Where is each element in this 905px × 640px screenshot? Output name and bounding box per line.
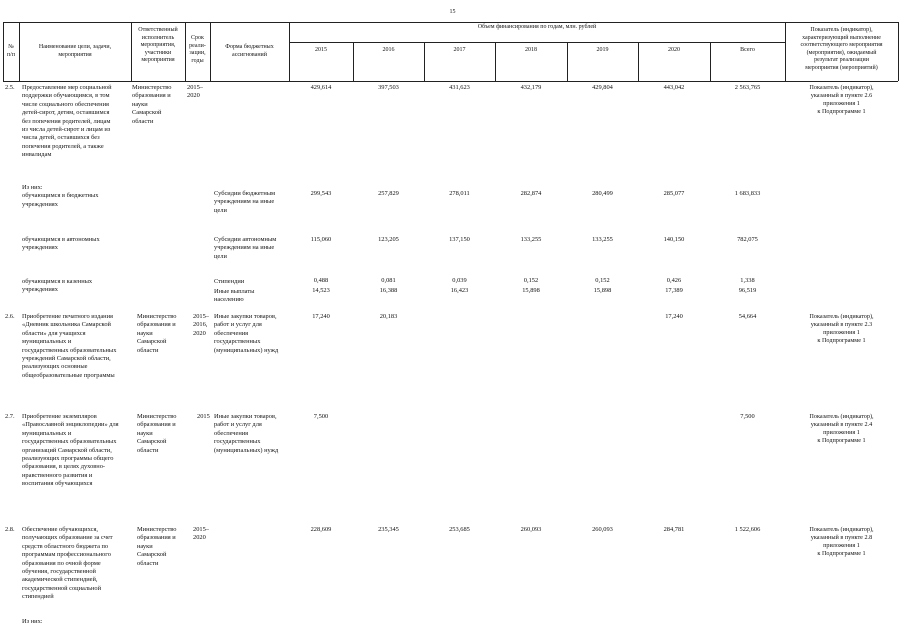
row-2-5-kaz-stipend-2019: 0,152 <box>595 277 610 284</box>
header-year-2019: 2019 <box>596 47 609 53</box>
header-year-2018: 2018 <box>525 47 537 53</box>
row-2-8-name: Обеспечение обучающихся, получающих образование за счет средств областного бюджета по программам профессионального образования по очной форме обучения, государственной академической стипендией, государственной социальной стипендией <box>22 526 113 601</box>
row-2-5-kaz-label: обучающимся в казенных учреждениях <box>22 278 93 294</box>
header-num: № п/п <box>6 44 16 58</box>
page-number: 15 <box>449 9 456 15</box>
row-2-5-val-2020: 443,042 <box>663 84 685 91</box>
header-year-2020: 2020 <box>668 47 680 53</box>
row-2-5-kaz-stipend-2017: 0,039 <box>452 277 467 284</box>
row-2-5-auto-2016: 123,205 <box>378 236 399 243</box>
row-2-5-kaz-stipend-total: 1,338 <box>740 277 755 284</box>
header-financing: Объем финансирования по годам, млн. рублей <box>477 24 597 30</box>
row-2-5-auto-total: 782,075 <box>737 236 758 243</box>
row-2-5-auto-2017: 137,150 <box>449 236 470 243</box>
header-year-2015: 2015 <box>315 47 327 53</box>
row-2-6-indicator: Показатель (индикатор), указанный в пункте 2.3 приложения 1 к Подпрограмме 1 <box>809 313 874 344</box>
header-indicator: Показатель (индикатор), характеризующий выполнение соответствующего мероприятия (мероприятия), ожидаемый результат реализации мероприятия (мероприятий) <box>800 27 883 71</box>
row-2-7-form: Иные закупки товаров, работ и услуг для обеспечения государственных (муниципальных) нужд <box>214 413 279 454</box>
row-2-5-kaz-other-total: 96,519 <box>738 287 757 295</box>
row-2-5-kaz-other-2016: 16,388 <box>379 287 398 295</box>
row-2-5-budget-2017: 278,011 <box>449 190 470 197</box>
row-2-8-val-2016: 235,345 <box>378 526 399 533</box>
header-form: Форма бюджетных ассигнований <box>225 44 274 58</box>
row-2-5-auto-2019: 133,255 <box>592 236 613 243</box>
header-year-2017: 2017 <box>453 47 466 53</box>
row-2-5-kaz-other-2019: 15,898 <box>593 287 612 295</box>
header-term: Срок реали- зации, годы <box>189 35 206 64</box>
row-2-5-kaz-other-2018: 15,898 <box>522 287 540 295</box>
table-top-border <box>3 22 898 23</box>
row-2-5-auto-2018: 133,255 <box>520 236 542 243</box>
row-2-8-term: 2015– 2020 <box>193 526 209 542</box>
row-2-5-kaz-stipend-2016: 0,081 <box>381 277 396 284</box>
table-header-bottom-border <box>3 81 898 82</box>
header-name: Наименование цели, задачи, мероприятия <box>38 44 112 58</box>
row-2-8-val-2018: 260,093 <box>520 526 542 533</box>
row-2-5-val-2016: 397,503 <box>378 84 399 91</box>
row-2-5-auto-2020: 140,150 <box>663 236 685 243</box>
header-executor: Ответственный исполнитель мероприятия, участники мероприятия <box>138 27 178 64</box>
row-2-5-budget-2018: 282,874 <box>520 190 542 197</box>
row-2-5-kaz-stipend-2020: 0,426 <box>666 277 682 284</box>
row-2-7-val-2015: 7,500 <box>313 413 329 420</box>
row-2-5-budget-form: Субсидии бюджетным учреждениям на иные цели <box>214 190 276 214</box>
row-2-5-budget-2020: 285,077 <box>663 190 685 197</box>
row-2-5-val-2015: 429,614 <box>310 84 332 91</box>
row-2-5-kaz-form-stipend: Стипендии <box>214 278 245 285</box>
row-2-8-val-total: 1 522,606 <box>734 526 761 533</box>
row-2-8-indicator: Показатель (индикатор), указанный в пункте 2.8 приложения 1 к Подпрограмме 1 <box>809 526 874 557</box>
row-2-8-val-2020: 284,781 <box>663 526 685 533</box>
row-2-8-executor: Министерство образования и науки Самарской области <box>137 526 177 567</box>
row-2-5-kaz-other-2015: 14,523 <box>312 287 330 295</box>
row-2-5-num: 2.5. <box>5 84 15 91</box>
row-2-5-kaz-total <box>710 276 785 297</box>
row-2-6-val-2016: 20,183 <box>379 313 398 320</box>
row-2-7-val-total: 7,500 <box>740 413 755 420</box>
row-2-8-sub-label: Из них: <box>22 618 43 625</box>
row-2-5-kaz-2016 <box>353 276 424 297</box>
row-2-7-executor: Министерство образования и науки Самарской области <box>137 413 177 454</box>
row-2-7-name: Приобретение экземпляров «Православной энциклопедии» для муниципальных и государственных образовательных организаций Самарской области, реализующих программы общего образования, в целях духовно- нравственного развития и воспитания обучающихся <box>22 413 119 488</box>
row-2-8-val-2019: 260,093 <box>592 526 613 533</box>
row-2-7-term: 2015 <box>197 413 210 420</box>
row-2-5-kaz-2015 <box>289 276 353 297</box>
row-2-7-indicator: Показатель (индикатор), указанный в пункте 2.4 приложения 1 к Подпрограмме 1 <box>809 413 874 444</box>
row-2-6-val-2020: 17,240 <box>665 313 683 320</box>
row-2-6-num: 2.6. <box>5 313 15 320</box>
row-2-6-val-2015: 17,240 <box>312 313 330 320</box>
table-right-border <box>898 22 899 81</box>
row-2-5-kaz-other-2017: 16,423 <box>450 287 469 295</box>
row-2-5-indicator: Показатель (индикатор), указанный в пункте 2.6 приложения 1 к Подпрограмме 1 <box>809 84 874 115</box>
row-2-5-auto-form: Субсидии автономным учреждениям на иные цели <box>214 236 277 260</box>
row-2-5-kaz-2020 <box>638 276 710 297</box>
row-2-5-val-2017: 431,623 <box>449 84 470 91</box>
row-2-5-auto-label: обучающимся в автономных учреждениях <box>22 236 100 252</box>
row-2-5-kaz-stipend-2015: 0,488 <box>313 277 329 284</box>
header-year-2016: 2016 <box>382 47 395 53</box>
row-2-5-kaz-2019 <box>567 276 638 297</box>
row-2-5-kaz-stipend-2018: 0,152 <box>523 277 539 284</box>
row-2-5-budget-2015: 299,543 <box>310 190 332 197</box>
row-2-5-val-total: 2 563,765 <box>734 84 761 91</box>
row-2-5-val-2018: 432,179 <box>520 84 542 91</box>
row-2-6-val-total: 54,664 <box>738 313 757 320</box>
row-2-5-term: 2015– 2020 <box>187 84 203 100</box>
row-2-5-kaz-2017 <box>424 276 495 297</box>
row-2-5-budget-2016: 257,829 <box>378 190 399 197</box>
row-2-5-executor: Министерство образования и науки Самарской области <box>132 84 172 125</box>
row-2-7-num: 2.7. <box>5 413 15 420</box>
row-2-5-kaz-form-other: Иные выплаты населению <box>214 288 255 304</box>
row-2-5-kaz-2018 <box>495 276 567 297</box>
row-2-5-budget-2019: 280,499 <box>592 190 613 197</box>
row-2-5-budget-label: Из них: обучающимся в бюджетных учреждениях <box>22 184 99 208</box>
row-2-5-kaz-other-2020: 17,389 <box>665 287 683 295</box>
row-2-8-val-2015: 228,609 <box>310 526 332 533</box>
row-2-8-num: 2.8. <box>5 526 15 533</box>
row-2-5-val-2019: 429,804 <box>592 84 613 91</box>
row-2-5-name: Предоставление мер социальной поддержки обучающимся, в том числе социального обеспечения детей-сирот, детям, оставшимся без попечения родителей, лицам из числа детей-сирот и лицам из числа детей, оставшихся без попечения родителей, а также инвалидам <box>22 84 112 159</box>
row-2-5-auto-2015: 115,060 <box>310 236 332 243</box>
row-2-8-val-2017: 253,685 <box>449 526 470 533</box>
row-2-6-executor: Министерство образования и науки Самарской области <box>137 313 177 354</box>
header-year-total: Всего <box>740 47 755 53</box>
row-2-5-budget-total: 1 683,833 <box>734 190 761 197</box>
row-2-6-form: Иные закупки товаров, работ и услуг для обеспечения государственных (муниципальных) нужд <box>214 313 279 354</box>
row-2-6-term: 2015– 2016, 2020 <box>193 313 209 337</box>
row-2-6-name: Приобретение печатного издания «Дневник школьника Самарской области» для учащихся муниципальных и государственных образовательных учреждений Самарской области, реализующих основные общеобразовательные программы <box>22 313 117 379</box>
